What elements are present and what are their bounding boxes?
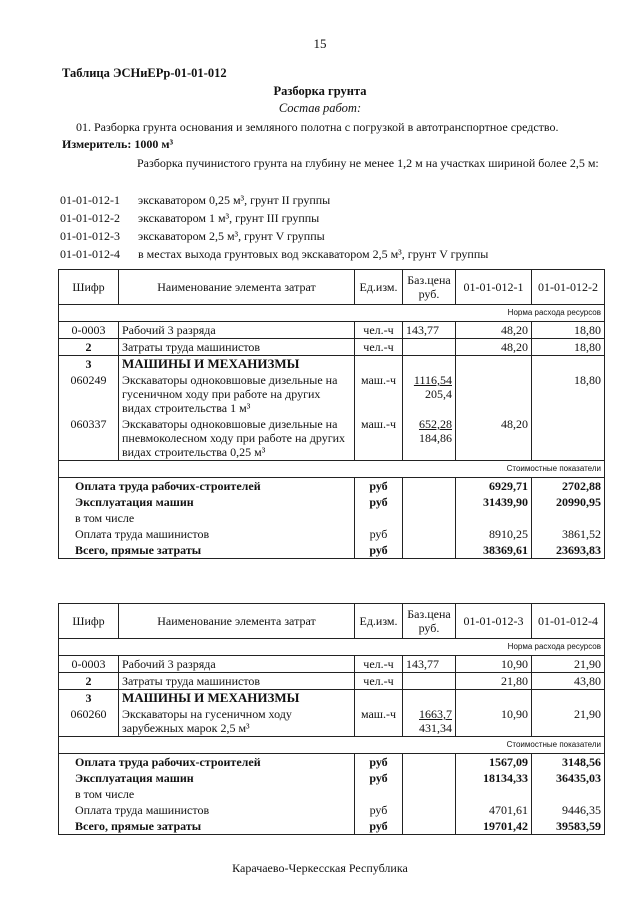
price-wage: 431,34 bbox=[419, 721, 452, 735]
table-row bbox=[59, 706, 605, 737]
total-value-1: 38369,61 bbox=[456, 542, 532, 559]
total-name: в том числе bbox=[59, 786, 355, 802]
header-unit: Ед.изм. bbox=[355, 604, 403, 639]
total-unit: руб bbox=[355, 754, 403, 771]
total-name: Оплата труда рабочих-строителей bbox=[59, 478, 355, 495]
code-list-text: экскаватором 0,25 м³, грунт II группы bbox=[138, 193, 331, 207]
empty-cell bbox=[456, 356, 532, 373]
code-list-code: 01-01-012-4 bbox=[60, 247, 120, 261]
cost-label: Стоимостные показатели bbox=[59, 461, 605, 478]
table-header-row bbox=[59, 604, 605, 639]
code-list-item bbox=[60, 247, 488, 265]
empty-cell bbox=[456, 690, 532, 707]
cost-row bbox=[59, 461, 605, 478]
resource-table-2 bbox=[58, 603, 605, 835]
total-name: Всего, прямые затраты bbox=[59, 818, 355, 835]
total-value-1: 31439,90 bbox=[456, 494, 532, 510]
row-value-2: 18,80 bbox=[532, 372, 605, 416]
code-list-item bbox=[60, 229, 488, 247]
empty-cell bbox=[403, 542, 456, 559]
empty-cell bbox=[355, 356, 403, 373]
total-row bbox=[59, 818, 605, 835]
total-name: Оплата труда машинистов bbox=[59, 802, 355, 818]
total-value-2: 9446,35 bbox=[532, 802, 605, 818]
total-value-1: 6929,71 bbox=[456, 478, 532, 495]
section-row bbox=[59, 356, 605, 373]
row-name: Экскаваторы одноковшовые дизельные на пневмоколесном ходу при работе на других видах строительства 0,25 м³ bbox=[119, 416, 355, 461]
total-value-1: 4701,61 bbox=[456, 802, 532, 818]
empty-cell bbox=[355, 690, 403, 707]
total-value-2: 2702,88 bbox=[532, 478, 605, 495]
row-code: 0-0003 bbox=[59, 322, 119, 339]
total-name: Эксплуатация машин bbox=[59, 770, 355, 786]
table-row bbox=[59, 673, 605, 690]
row-value-1 bbox=[456, 372, 532, 416]
row-value-1: 21,80 bbox=[456, 673, 532, 690]
norm-row bbox=[59, 305, 605, 322]
table-row bbox=[59, 339, 605, 356]
norm-row bbox=[59, 639, 605, 656]
code-list-text: в местах выхода грунтовых вод экскаватором 2,5 м³, грунт V группы bbox=[138, 247, 489, 261]
total-name: Всего, прямые затраты bbox=[59, 542, 355, 559]
total-unit: руб bbox=[355, 542, 403, 559]
row-value-2: 21,90 bbox=[532, 656, 605, 673]
total-value-2: 36435,03 bbox=[532, 770, 605, 786]
measure-unit: Измеритель: 1000 м³ bbox=[62, 137, 174, 151]
table-row bbox=[59, 372, 605, 416]
row-unit: чел.-ч bbox=[355, 673, 403, 690]
row-unit: чел.-ч bbox=[355, 656, 403, 673]
norm-label: Норма расхода ресурсов bbox=[59, 305, 605, 322]
empty-cell bbox=[403, 770, 456, 786]
empty-cell bbox=[403, 510, 456, 526]
table-title: Таблица ЭСНиЕРр-01-01-012 bbox=[62, 66, 227, 80]
total-name: Оплата труда рабочих-строителей bbox=[59, 754, 355, 771]
header-base-price-line2: руб. bbox=[418, 287, 440, 301]
total-value-1: 8910,25 bbox=[456, 526, 532, 542]
row-unit: чел.-ч bbox=[355, 339, 403, 356]
row-unit: маш.-ч bbox=[355, 416, 403, 461]
row-value-1: 10,90 bbox=[456, 656, 532, 673]
row-price bbox=[403, 416, 456, 461]
empty-cell bbox=[355, 510, 403, 526]
row-name: Экскаваторы на гусеничном ходу зарубежных марок 2,5 м³ bbox=[119, 706, 355, 737]
row-value-2: 21,90 bbox=[532, 706, 605, 737]
row-price bbox=[403, 372, 456, 416]
empty-cell bbox=[403, 818, 456, 835]
empty-cell bbox=[403, 526, 456, 542]
header-base-price bbox=[403, 604, 456, 639]
empty-cell bbox=[403, 356, 456, 373]
resource-table-1 bbox=[58, 269, 605, 559]
row-price bbox=[403, 673, 456, 690]
empty-cell bbox=[403, 478, 456, 495]
footer-region: Карачаево-Черкесская Республика bbox=[232, 861, 408, 875]
row-price bbox=[403, 706, 456, 737]
cost-row bbox=[59, 737, 605, 754]
total-row bbox=[59, 802, 605, 818]
row-name: Затраты труда машинистов bbox=[119, 339, 355, 356]
total-unit: руб bbox=[355, 818, 403, 835]
cost-label: Стоимостные показатели bbox=[59, 737, 605, 754]
total-value-1: 19701,42 bbox=[456, 818, 532, 835]
empty-cell bbox=[403, 690, 456, 707]
total-value-1: 1567,09 bbox=[456, 754, 532, 771]
row-value-2: 18,80 bbox=[532, 339, 605, 356]
total-row bbox=[59, 754, 605, 771]
total-name: в том числе bbox=[59, 510, 355, 526]
price-wage: 205,4 bbox=[425, 387, 452, 401]
header-base-price bbox=[403, 270, 456, 305]
row-name: Экскаваторы одноковшовые дизельные на гусеничном ходу при работе на других видах строительства 1 м³ bbox=[119, 372, 355, 416]
price-total: 652,28 bbox=[419, 417, 452, 431]
row-unit: чел.-ч bbox=[355, 322, 403, 339]
section-name: МАШИНЫ И МЕХАНИЗМЫ bbox=[119, 356, 355, 373]
total-value-2: 3148,56 bbox=[532, 754, 605, 771]
header-col-2: 01-01-012-2 bbox=[532, 270, 605, 305]
row-price: 143,77 bbox=[403, 322, 456, 339]
total-row bbox=[59, 494, 605, 510]
empty-cell bbox=[403, 802, 456, 818]
total-value-2: 3861,52 bbox=[532, 526, 605, 542]
row-value-1: 48,20 bbox=[456, 339, 532, 356]
price-wage: 184,86 bbox=[419, 431, 452, 445]
total-value-2: 39583,59 bbox=[532, 818, 605, 835]
empty-cell bbox=[532, 690, 605, 707]
header-col-2: 01-01-012-4 bbox=[532, 604, 605, 639]
header-name: Наименование элемента затрат bbox=[119, 604, 355, 639]
page-title: Разборка грунта bbox=[273, 84, 367, 98]
empty-cell bbox=[532, 786, 605, 802]
section-code: 3 bbox=[59, 356, 119, 373]
header-col-1: 01-01-012-1 bbox=[456, 270, 532, 305]
total-unit: руб bbox=[355, 802, 403, 818]
page-number: 15 bbox=[313, 36, 327, 51]
total-row bbox=[59, 786, 605, 802]
total-name: Эксплуатация машин bbox=[59, 494, 355, 510]
empty-cell bbox=[456, 786, 532, 802]
row-code: 060249 bbox=[59, 372, 119, 416]
header-base-price-line1: Баз.цена bbox=[407, 273, 451, 287]
work-description: Разборка пучинистого грунта на глубину не менее 1,2 м на участках шириной более 2,5 м: bbox=[137, 156, 599, 170]
code-list-item bbox=[60, 193, 488, 211]
code-list-code: 01-01-012-3 bbox=[60, 229, 120, 243]
code-list-text: экскаватором 1 м³, грунт III группы bbox=[138, 211, 320, 225]
code-list bbox=[60, 193, 488, 265]
table-header-row bbox=[59, 270, 605, 305]
row-value-1: 48,20 bbox=[456, 322, 532, 339]
header-name: Наименование элемента затрат bbox=[119, 270, 355, 305]
total-row bbox=[59, 510, 605, 526]
row-code: 060260 bbox=[59, 706, 119, 737]
row-code: 0-0003 bbox=[59, 656, 119, 673]
row-value-1: 48,20 bbox=[456, 416, 532, 461]
row-price: 143,77 bbox=[403, 656, 456, 673]
total-row bbox=[59, 542, 605, 559]
price-total: 1116,54 bbox=[413, 373, 452, 387]
empty-cell bbox=[403, 754, 456, 771]
header-base-price-line2: руб. bbox=[418, 621, 440, 635]
header-shifr: Шифр bbox=[59, 270, 119, 305]
empty-cell bbox=[403, 786, 456, 802]
row-name: Затраты труда машинистов bbox=[119, 673, 355, 690]
row-code: 2 bbox=[59, 673, 119, 690]
table-row bbox=[59, 322, 605, 339]
total-value-2: 23693,83 bbox=[532, 542, 605, 559]
empty-cell bbox=[403, 494, 456, 510]
row-unit: маш.-ч bbox=[355, 706, 403, 737]
row-name: Рабочий 3 разряда bbox=[119, 656, 355, 673]
total-name: Оплата труда машинистов bbox=[59, 526, 355, 542]
row-code: 060337 bbox=[59, 416, 119, 461]
work-item: 01. Разборка грунта основания и земляного полотна с погрузкой в автотранспортное средство. bbox=[76, 120, 559, 134]
total-row bbox=[59, 770, 605, 786]
row-value-2 bbox=[532, 416, 605, 461]
empty-cell bbox=[355, 786, 403, 802]
row-name: Рабочий 3 разряда bbox=[119, 322, 355, 339]
section-code: 3 bbox=[59, 690, 119, 707]
price-total: 1663,7 bbox=[419, 707, 452, 721]
code-list-code: 01-01-012-2 bbox=[60, 211, 120, 225]
row-value-1: 10,90 bbox=[456, 706, 532, 737]
code-list-text: экскаватором 2,5 м³, грунт V группы bbox=[138, 229, 325, 243]
header-col-1: 01-01-012-3 bbox=[456, 604, 532, 639]
table-row bbox=[59, 416, 605, 461]
empty-cell bbox=[532, 510, 605, 526]
header-base-price-line1: Баз.цена bbox=[407, 607, 451, 621]
norm-label: Норма расхода ресурсов bbox=[59, 639, 605, 656]
total-row bbox=[59, 526, 605, 542]
header-shifr: Шифр bbox=[59, 604, 119, 639]
total-unit: руб bbox=[355, 770, 403, 786]
row-value-2: 43,80 bbox=[532, 673, 605, 690]
empty-cell bbox=[532, 356, 605, 373]
row-value-2: 18,80 bbox=[532, 322, 605, 339]
section-row bbox=[59, 690, 605, 707]
header-unit: Ед.изм. bbox=[355, 270, 403, 305]
code-list-item bbox=[60, 211, 488, 229]
total-unit: руб bbox=[355, 494, 403, 510]
total-value-1: 18134,33 bbox=[456, 770, 532, 786]
section-name: МАШИНЫ И МЕХАНИЗМЫ bbox=[119, 690, 355, 707]
row-unit: маш.-ч bbox=[355, 372, 403, 416]
total-value-2: 20990,95 bbox=[532, 494, 605, 510]
total-unit: руб bbox=[355, 526, 403, 542]
work-composition-heading: Состав работ: bbox=[278, 101, 362, 115]
table-row bbox=[59, 656, 605, 673]
code-list-code: 01-01-012-1 bbox=[60, 193, 120, 207]
row-price bbox=[403, 339, 456, 356]
total-unit: руб bbox=[355, 478, 403, 495]
empty-cell bbox=[456, 510, 532, 526]
row-code: 2 bbox=[59, 339, 119, 356]
total-row bbox=[59, 478, 605, 495]
